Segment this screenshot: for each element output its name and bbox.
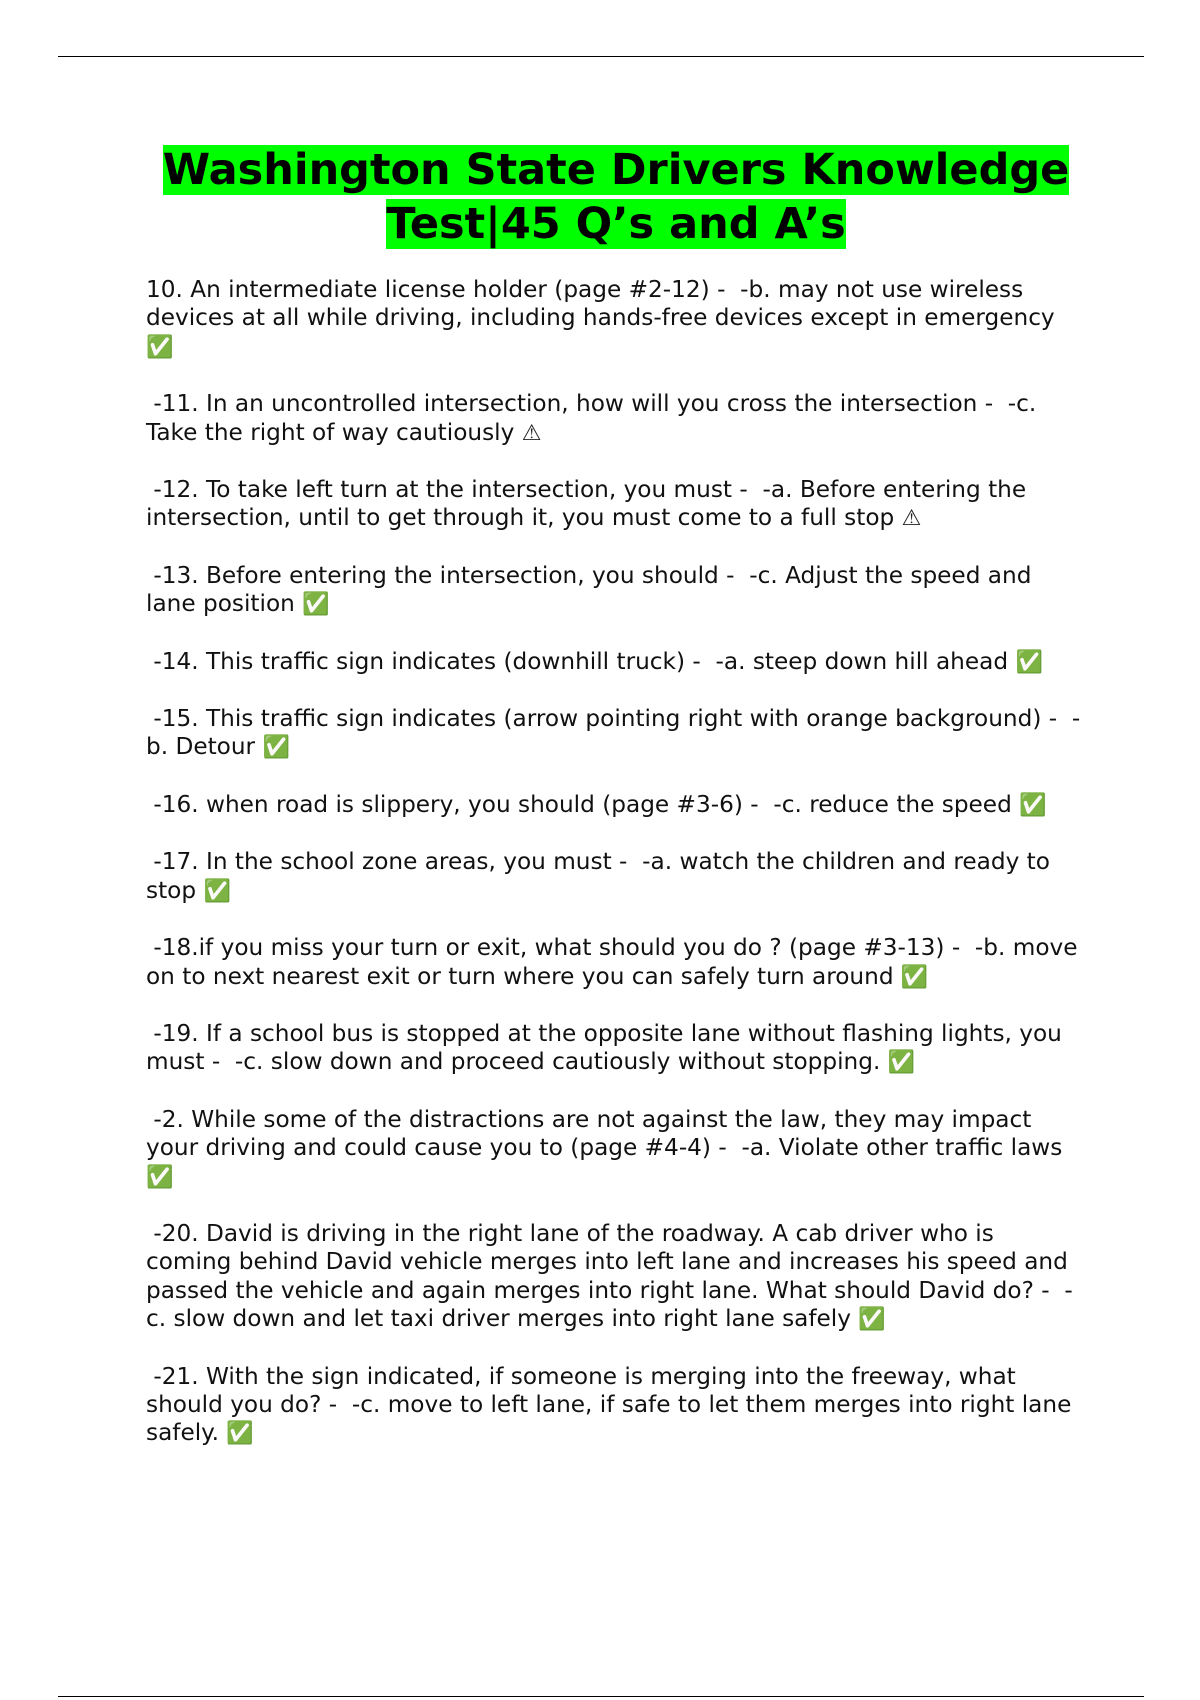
qa-text: -14. This traffic sign indicates (downhill truck) - -a. steep down hill ahead [146,647,1016,675]
title-line-2: Test|45 Q’s and A’s [386,199,846,249]
qa-item [146,1363,1086,1449]
qa-text: -16. when road is slippery, you should (page #3-6) - -c. reduce the speed [146,790,1020,818]
qa-text: -18.if you miss your turn or exit, what should you do ? (page #3-13) - -b. move on to next nearest exit or turn where you can safely turn around [146,934,1085,990]
qa-item [146,1020,1086,1078]
qa-item [146,1106,1086,1192]
check-icon: ✅ [1015,649,1043,675]
check-icon: ✅ [262,735,290,761]
qa-text: -20. David is driving in the right lane of the roadway. A cab driver who is coming behind David vehicle merges into left lane and increases his speed and passed the vehicle and again merges into right lane. What should David do? - -c. slow down and let taxi driver merges into right lane safely [146,1219,1076,1333]
check-icon: ✅ [226,1421,254,1447]
check-icon: ✅ [1019,792,1047,818]
qa-item [146,390,1086,448]
qa-text: -12. To take left turn at the intersection, you must - -a. Before entering the intersection, until to get through it, you must come to a full stop [146,476,1034,532]
qa-text: -11. In an uncontrolled intersection, how will you cross the intersection - -c. Take the right of way cautiously [146,390,1044,446]
qa-item [146,705,1086,763]
bottom-rule [58,1696,1144,1697]
qa-item [146,648,1086,677]
qa-item [146,476,1086,534]
warning-icon: ⚠ [521,420,542,446]
qa-text: 10. An intermediate license holder (page #2-12) - -b. may not use wireless devices at all while driving, including hands-free devices except in emergency [146,276,1063,332]
title-line-1: Washington State Drivers Knowledge [162,145,1070,195]
qa-text: -17. In the school zone areas, you must - -a. watch the children and ready to stop [146,848,1058,904]
qa-item [146,934,1086,992]
check-icon: ✅ [146,1164,174,1190]
qa-item [146,276,1086,362]
qa-item [146,848,1086,906]
qa-text: -19. If a school bus is stopped at the opposite lane without flashing lights, you must - -c. slow down and proceed cautiously without stopping. [146,1019,1070,1076]
qa-list [146,276,1086,1477]
check-icon: ✅ [146,334,174,360]
check-icon: ✅ [858,1307,886,1333]
document-title [146,143,1086,251]
qa-item [146,1220,1086,1335]
top-rule [58,56,1144,57]
check-icon: ✅ [302,592,330,618]
qa-text: -2. While some of the distractions are not against the law, they may impact your driving and could cause you to (page #4-4) - -a. Violate other traffic laws [146,1105,1070,1162]
qa-text: -13. Before entering the intersection, you should - -c. Adjust the speed and lane position [146,561,1039,618]
check-icon: ✅ [900,964,929,990]
qa-text: -21. With the sign indicated, if someone is merging into the freeway, what should you do? - -c. move to left lane, if safe to let them merges into right lane safely. [146,1362,1079,1447]
check-icon: ✅ [203,878,231,904]
check-icon: ✅ [887,1050,916,1076]
warning-icon: ⚠ [901,506,922,532]
qa-item [146,791,1086,820]
qa-text: -15. This traffic sign indicates (arrow pointing right with orange background) - -b. Detour [146,705,1081,761]
qa-item [146,562,1086,620]
